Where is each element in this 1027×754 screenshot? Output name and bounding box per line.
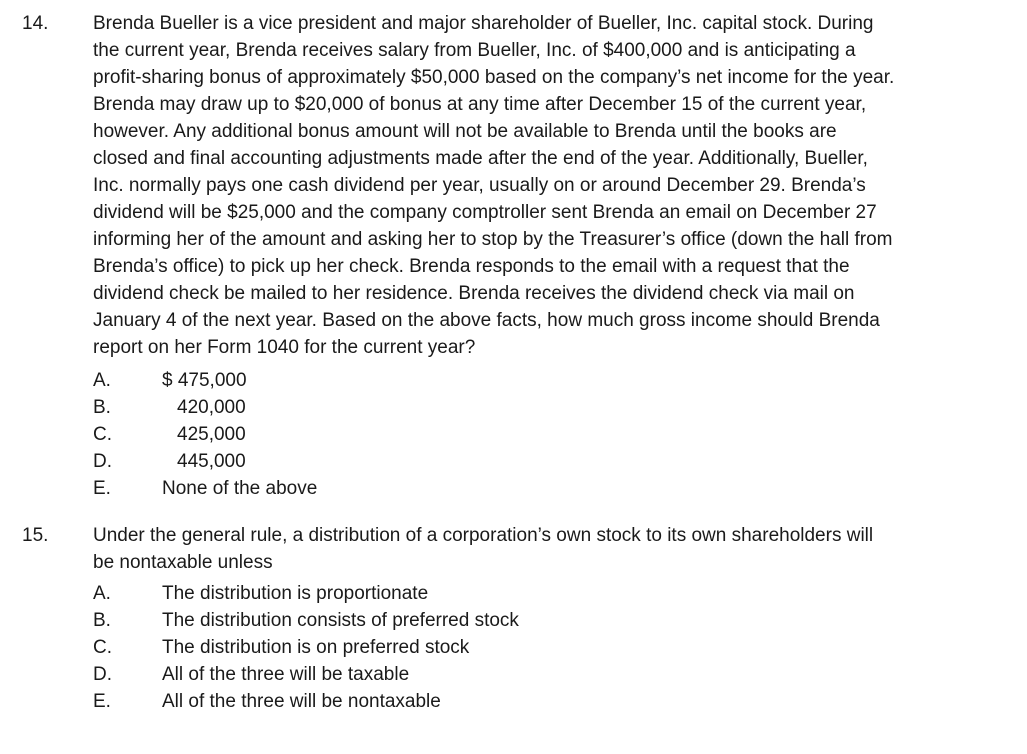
option-text: The distribution is proportionate [162,583,429,604]
answer-options [93,367,693,502]
stem-line: the current year, Brenda receives salary from Bueller, Inc. of $400,000 and is anticipating a [93,40,856,61]
option-text: The distribution is on preferred stock [162,637,470,658]
option-letter: B. [93,397,111,418]
stem-line: informing her of the amount and asking her to stop by the Treasurer’s office (down the hall from [93,229,893,250]
stem-line: Brenda may draw up to $20,000 of bonus at any time after December 15 of the current year, [93,94,867,115]
question-number: 14. [22,13,49,34]
option-c[interactable] [93,421,693,448]
option-letter: D. [93,451,112,472]
question-number: 15. [22,525,49,546]
option-text: 425,000 [177,424,246,445]
option-text: The distribution consists of preferred stock [162,610,519,631]
option-text: 445,000 [177,451,246,472]
stem-line: be nontaxable unless [93,552,273,573]
option-letter: B. [93,610,111,631]
option-b[interactable] [93,607,693,634]
option-letter: D. [93,664,112,685]
option-letter: E. [93,478,111,499]
option-letter: A. [93,583,111,604]
option-e[interactable] [93,688,693,715]
option-letter: E. [93,691,111,712]
stem-line: Inc. normally pays one cash dividend per year, usually on or around December 29. Brenda’s [93,175,866,196]
option-text: All of the three will be taxable [162,664,410,685]
stem-line: closed and final accounting adjustments made after the end of the year. Additionally, Bueller, [93,148,868,169]
question-stem [93,522,955,576]
option-c[interactable] [93,634,693,661]
answer-options [93,580,693,715]
stem-line: dividend will be $25,000 and the company comptroller sent Brenda an email on December 27 [93,202,877,223]
option-text: All of the three will be nontaxable [162,691,441,712]
option-letter: A. [93,370,111,391]
stem-line: profit-sharing bonus of approximately $50,000 based on the company’s net income for the year. [93,67,895,88]
option-text: 420,000 [177,397,246,418]
option-letter: C. [93,424,112,445]
option-text: None of the above [162,478,318,499]
option-a[interactable] [93,367,693,394]
stem-line: Under the general rule, a distribution of a corporation’s own stock to its own shareholders will [93,525,874,546]
stem-line: January 4 of the next year. Based on the above facts, how much gross income should Brenda [93,310,880,331]
stem-line: report on her Form 1040 for the current year? [93,337,476,358]
stem-line: however. Any additional bonus amount will not be available to Brenda until the books are [93,121,837,142]
option-a[interactable] [93,580,693,607]
stem-line: dividend check be mailed to her residence. Brenda receives the dividend check via mail on [93,283,855,304]
option-letter: C. [93,637,112,658]
stem-line: Brenda Bueller is a vice president and major shareholder of Bueller, Inc. capital stock. During [93,13,874,34]
option-e[interactable] [93,475,693,502]
option-b[interactable] [93,394,693,421]
stem-line: Brenda’s office) to pick up her check. Brenda responds to the email with a request that the [93,256,850,277]
option-d[interactable] [93,661,693,688]
option-d[interactable] [93,448,693,475]
option-text: $ 475,000 [162,370,247,391]
question-stem [93,10,955,361]
